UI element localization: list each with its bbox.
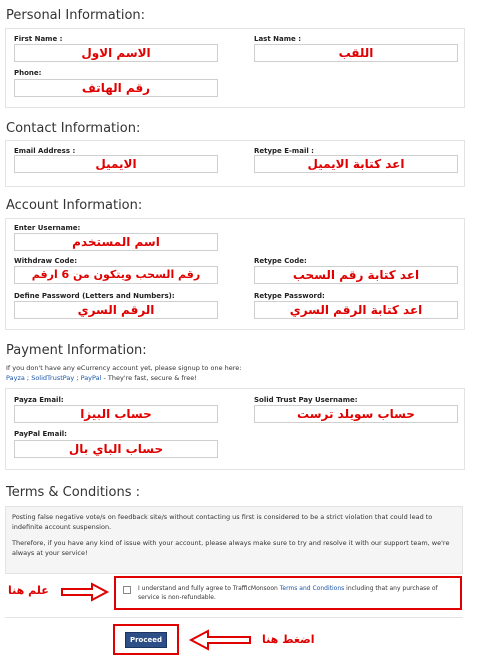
link-separator: ; (24, 374, 32, 382)
contact-section-title: Contact Information: (6, 121, 141, 136)
arrow-right-icon (60, 582, 110, 602)
retype-code-label: Retype Code: (254, 257, 307, 265)
payment-intro: If you don't have any eCurrency account yet, please signup to one here: (6, 364, 242, 372)
first-name-label: First Name : (14, 35, 63, 43)
proceed-button[interactable]: Proceed (125, 632, 167, 648)
withdraw-code-annotation: رقم السحب ويتكون من 6 ارقم (31, 268, 201, 281)
agree-text (138, 584, 456, 602)
terms-paragraph-1: Posting false negative vote/s on feedback site/s without contacting us first is considered to be a strict violation that could lead to indefinite account suspension. (12, 513, 433, 531)
stp-username-annotation: حساب سويلد ترست (297, 407, 415, 421)
retype-code-annotation: اعد كتابة رقم السحب (292, 268, 420, 282)
agree-text-post: including that any purchase of service is non-refundable. (138, 585, 438, 601)
check-here-annotation: علم هنا (8, 584, 49, 597)
email-annotation: الايميل (95, 157, 137, 171)
press-here-annotation: اضغط هنا (262, 633, 315, 646)
account-section-title: Account Information: (6, 198, 143, 213)
username-annotation: اسم المستخدم (72, 235, 160, 249)
paypal-link[interactable]: PayPal (80, 374, 102, 382)
link-separator: ; (74, 374, 81, 382)
password-label: Define Password (Letters and Numbers): (14, 292, 175, 300)
divider (5, 617, 463, 618)
payment-links (6, 373, 197, 383)
agree-checkbox[interactable] (123, 586, 131, 594)
retype-email-annotation: اعد كتابة الايميل (307, 157, 405, 171)
first-name-annotation: الاسم الاول (81, 46, 151, 60)
paypal-email-annotation: حساب الباي بال (68, 442, 164, 456)
payza-email-annotation: حساب البيزا (80, 407, 152, 421)
personal-section-title: Personal Information: (6, 8, 146, 23)
phone-label: Phone: (14, 69, 42, 77)
last-name-annotation: اللقب (338, 46, 374, 60)
retype-password-annotation: اعد كتابة الرقم السري (289, 303, 423, 317)
arrow-left-icon (188, 628, 252, 652)
paypal-email-label: PayPal Email: (14, 430, 67, 438)
terms-link[interactable]: Terms and Conditions (279, 585, 345, 592)
payment-links-tail: - They're fast, secure & free! (101, 374, 197, 382)
terms-section-title: Terms & Conditions : (6, 485, 141, 500)
withdraw-code-label: Withdraw Code: (14, 257, 78, 265)
username-label: Enter Username: (14, 224, 81, 232)
retype-email-label: Retype E-mail : (254, 147, 314, 155)
payment-section-title: Payment Information: (6, 343, 147, 358)
last-name-label: Last Name : (254, 35, 301, 43)
password-annotation: الرقم السري (77, 303, 155, 317)
payza-link[interactable]: Payza (6, 374, 25, 382)
agree-text-pre: I understand and fully agree to TrafficMonsoon (138, 585, 280, 592)
solidtrustpay-link[interactable]: SolidTrustPay (31, 374, 75, 382)
payza-email-label: Payza Email: (14, 396, 64, 404)
terms-paragraph-2: Therefore, if you have any kind of issue with your account, please always make sure to try and resolve it with our support team, we're always at your service! (12, 539, 450, 557)
phone-annotation: رقم الهاتف (81, 81, 151, 95)
retype-password-label: Retype Password: (254, 292, 325, 300)
stp-username-label: Solid Trust Pay Username: (254, 396, 358, 404)
email-label: Email Address : (14, 147, 76, 155)
